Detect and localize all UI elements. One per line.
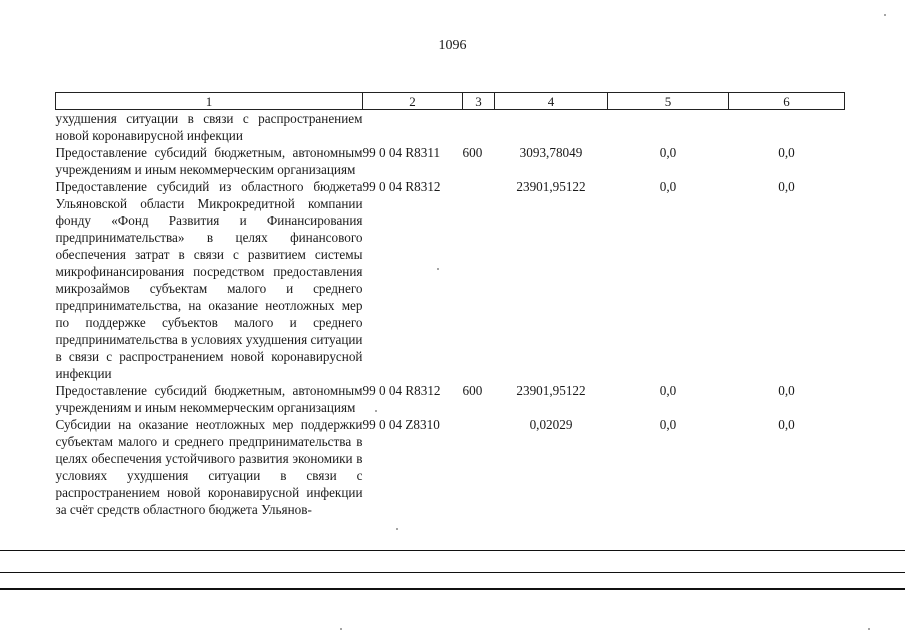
strike-line: [0, 588, 905, 590]
row-amount: 3093,78049: [519, 145, 583, 160]
row-code: 99 0 04 R8312: [362, 383, 441, 398]
row-description: ухудшения ситуации в связи с распространением новой коронавирусной инфекции: [55, 111, 363, 143]
scan-speck: [868, 628, 870, 630]
table-row: [56, 416, 845, 518]
row-amount: [495, 110, 608, 145]
header-col-3: 3: [463, 93, 495, 110]
row-amount: 23901,95122: [516, 179, 586, 194]
header-col-5: 5: [608, 93, 729, 110]
row-description: Предоставление субсидий бюджетным, автономным учреждениям и иным некоммерческим организациям: [55, 145, 363, 177]
scan-speck: [437, 268, 439, 270]
scan-speck: [396, 528, 398, 530]
row-col6: [729, 110, 845, 145]
row-code: [363, 110, 463, 145]
row-vr: [463, 178, 495, 382]
row-description: Субсидии на оказание неотложных мер поддержки субъектам малого и среднего предпринимательства в целях обеспечения устойчивого развития экономики в условиях ухудшения ситуации в связи с распространением новой коронавирусной инфекции за счёт средств областного бюджета Ульянов-: [55, 417, 363, 517]
header-col-4: 4: [495, 93, 608, 110]
budget-table: [55, 92, 845, 518]
row-amount: 23901,95122: [516, 383, 586, 398]
row-col6: 0,0: [778, 179, 795, 194]
table-row: [56, 144, 845, 178]
strike-line: [0, 572, 905, 573]
row-vr: 600: [462, 145, 483, 160]
header-col-6: 6: [729, 93, 845, 110]
row-vr: [463, 416, 495, 518]
row-col5: 0,0: [659, 417, 677, 432]
row-amount: 0,02029: [529, 417, 573, 432]
row-col5: [608, 110, 729, 145]
row-col5: 0,0: [659, 179, 677, 194]
row-col6: 0,0: [778, 417, 795, 432]
row-col5: 0,0: [659, 145, 677, 160]
scan-speck: [884, 14, 886, 16]
table-row: [56, 382, 845, 416]
page-number: 1096: [438, 38, 467, 53]
header-col-1: 1: [56, 93, 363, 110]
row-col6: 0,0: [778, 145, 795, 160]
table-header-row: [56, 93, 845, 110]
row-col5: 0,0: [659, 383, 677, 398]
row-vr: 600: [462, 383, 483, 398]
header-col-2: 2: [363, 93, 463, 110]
table-row: [56, 178, 845, 382]
row-description: Предоставление субсидий бюджетным, автономным учреждениям и иным некоммерческим организациям: [55, 383, 363, 415]
strike-line: [0, 550, 905, 551]
row-description: Предоставление субсидий из областного бюджета Ульяновской области Микрокредитной компании фонду «Фонд Развития и Финансирования предпринимательства» в целях финансового обеспечения затрат в связи с развитием системы микрофинансирования посредством предоставления микрозаймов субъектам малого и среднего предпринимательства, на оказание неотложных мер по поддержке субъектов малого и среднего предпринимательства в условиях ухудшения ситуации в связи с распространением новой коронавирусной инфекции: [55, 179, 363, 381]
row-code: 99 0 04 R8312: [362, 179, 441, 194]
scan-speck: [375, 410, 377, 412]
row-col6: 0,0: [778, 383, 795, 398]
row-code: 99 0 04 R8311: [362, 145, 441, 160]
row-vr: [463, 110, 495, 145]
table-row: [56, 110, 845, 145]
row-code: 99 0 04 Z8310: [362, 417, 440, 432]
scan-speck: [340, 628, 342, 630]
